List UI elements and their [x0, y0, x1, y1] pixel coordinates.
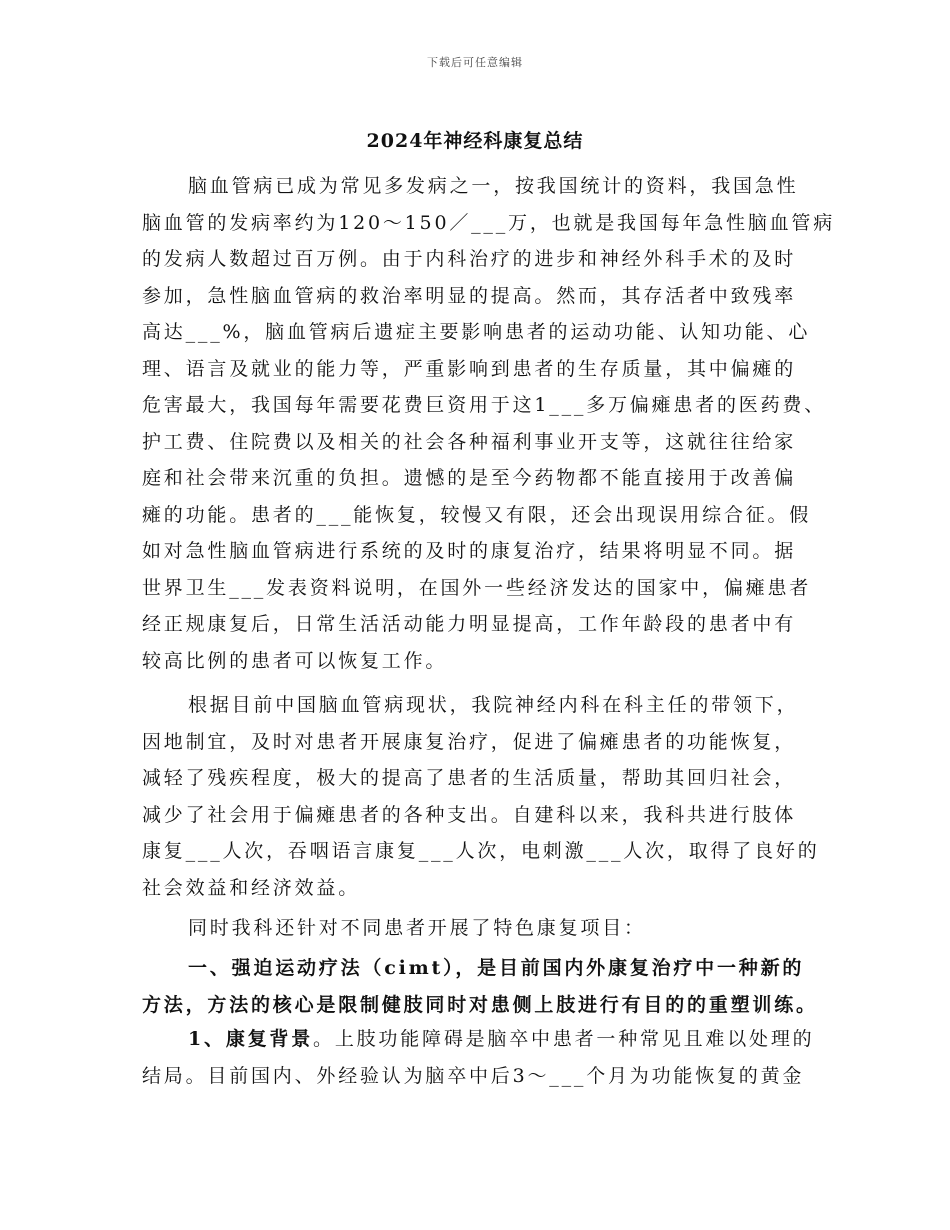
- paragraph-department: [142, 687, 820, 906]
- paragraph-line: 因地制宜，及时对患者开展康复治疗，促进了偏瘫患者的功能恢复，: [142, 730, 797, 753]
- paragraph-line: 参加，急性脑血管病的救治率明显的提高。然而，其存活者中致残率: [142, 284, 797, 307]
- paragraph-line: 较高比例的患者可以恢复工作。: [142, 649, 448, 672]
- paragraph-line: 减少了社会用于偏瘫患者的各种支出。自建科以来，我科共进行肢体: [142, 803, 797, 826]
- subsection-background: [142, 1021, 814, 1094]
- paragraph-line: 经正规康复后，日常生活活动能力明显提高，工作年龄段的患者中有: [142, 613, 797, 635]
- paragraph-line: 根据目前中国脑血管病现状，我院神经内科在科主任的带领下，: [188, 694, 799, 716]
- subsection-first-line: [142, 1021, 814, 1058]
- paragraph-line: 的发病人数超过百万例。由于内科治疗的进步和神经外科手术的及时: [142, 248, 797, 270]
- paragraph-line: 理、语言及就业的能力等，严重影响到患者的生存质量，其中偏瘫的: [142, 357, 797, 380]
- paragraph-line: 同时我科还针对不同患者开展了特色康复项目：: [188, 917, 646, 939]
- document-title: 2024年神经科康复总结: [366, 130, 584, 152]
- paragraph-line: 高达___%，脑血管病后遗症主要影响患者的运动功能、认知功能、心: [142, 321, 811, 343]
- paragraph-line: 脑血管的发病率约为120～150／___万，也就是我国每年急性脑血管病: [142, 211, 836, 234]
- paragraph-special-projects: [142, 910, 814, 947]
- paragraph-line: 康复___人次，吞咽语言康复___人次，电刺激___人次，取得了良好的: [142, 840, 820, 862]
- paragraph-line: 社会效益和经济效益。: [142, 876, 361, 899]
- subsection-text: 。上肢功能障碍是脑卒中患者一种常见且难以处理的: [313, 1028, 815, 1050]
- section-heading-cimt: [142, 950, 818, 1023]
- paragraph-intro: [142, 168, 836, 679]
- paragraph-line: 护工费、住院费以及相关的社会各种福利事业开支等，这就往往给家: [142, 430, 797, 453]
- paragraph-line: 瘫的功能。患者的___能恢复，较慢又有限，还会出现误用综合征。假: [142, 503, 812, 526]
- section-heading-line: 方法，方法的核心是限制健肢同时对患侧上肢进行有目的的重塑训练。: [142, 993, 818, 1016]
- paragraph-line: 脑血管病已成为常见多发病之一，按我国统计的资料，我国急性: [188, 175, 799, 197]
- paragraph-line: 危害最大，我国每年需要花费巨资用于这1___多万偏瘫患者的医药费、: [142, 394, 826, 416]
- paragraph-line: 减轻了残疾程度，极大的提高了患者的生活质量，帮助其回归社会，: [142, 767, 797, 789]
- header-watermark: 下载后可任意编辑: [427, 56, 523, 69]
- paragraph-line: 庭和社会带来沉重的负担。遗憾的是至今药物都不能直接用于改善偏: [142, 467, 797, 489]
- paragraph-line: 世界卫生___发表资料说明，在国外一些经济发达的国家中，偏瘫患者: [142, 576, 812, 599]
- section-heading-line: 一、强迫运动疗法（cimt），是目前国内外康复治疗中一种新的: [188, 957, 805, 979]
- paragraph-line: 如对急性脑血管病进行系统的及时的康复治疗，结果将明显不同。据: [142, 540, 797, 562]
- subsection-label: 1、康复背景: [188, 1028, 314, 1050]
- paragraph-line: 结局。目前国内、外经验认为脑卒中后3～___个月为功能恢复的黄金: [142, 1064, 805, 1087]
